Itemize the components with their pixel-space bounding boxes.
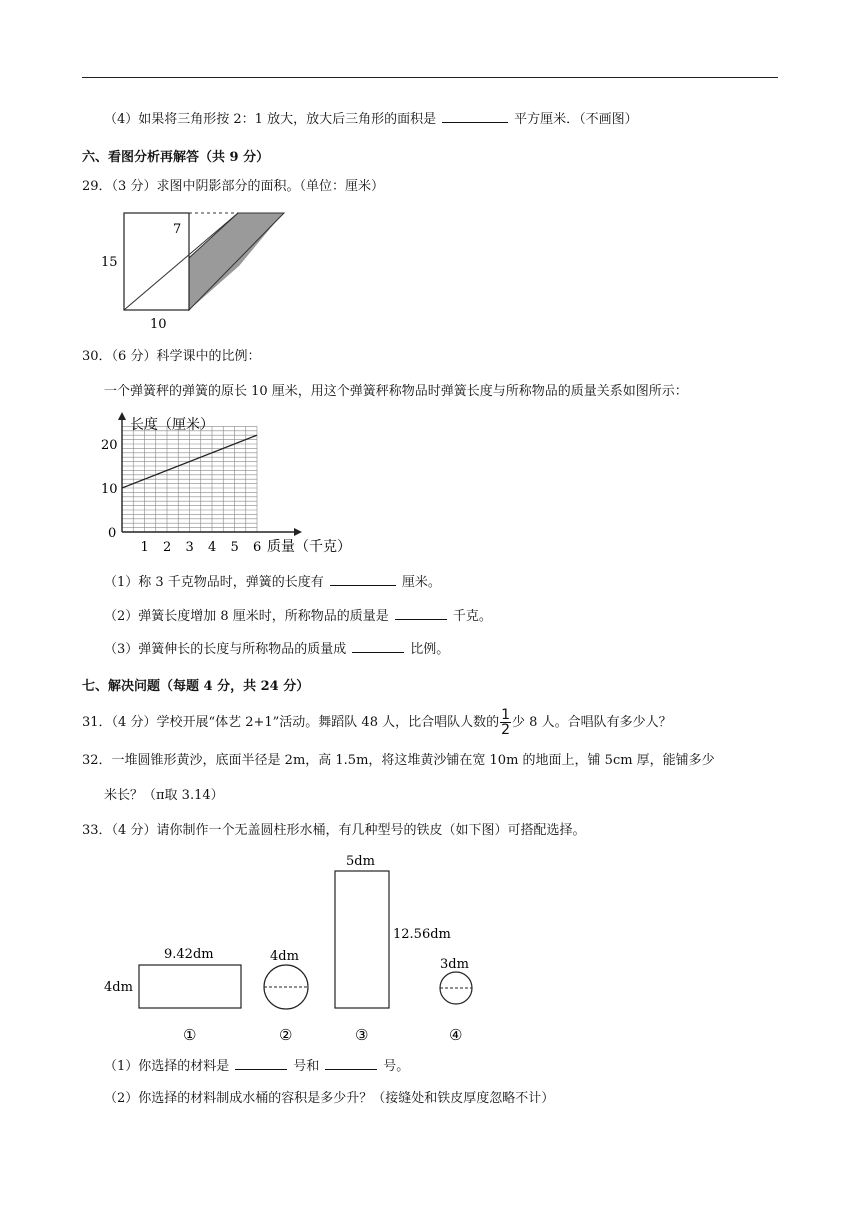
spring-length-chart xyxy=(96,408,376,558)
section-6-heading: 六、看图分析再解答（共 9 分） xyxy=(82,150,270,165)
question-30-sub3: （3）弹簧伸长的长度与所称物品的质量成 比例。 xyxy=(104,642,450,657)
material-2-diameter-label: 4dm xyxy=(270,949,299,964)
fraction-one-half: $\frac{1}{2}$ xyxy=(501,707,511,738)
question-29: 29．（3 分）求图中阴影部分的面积。（单位：厘米） xyxy=(82,179,384,194)
question-30-title: 30．（6 分）科学课中的比例： xyxy=(82,349,261,364)
q29-label-15: 15 xyxy=(101,255,118,270)
x-tick-label: 1 xyxy=(140,540,149,555)
material-3-number: ③ xyxy=(355,1026,369,1044)
y-axis-label: 长度（厘米） xyxy=(130,417,214,433)
y-tick-label: 20 xyxy=(101,438,118,453)
question-30-sub1: （1）称 3 千克物品时，弹簧的长度有 厘米。 xyxy=(104,575,441,590)
x-axis-label: 质量（千克） xyxy=(267,539,351,555)
material-2-number: ② xyxy=(279,1026,293,1044)
x-axis-arrow xyxy=(294,528,302,536)
material-4-number: ④ xyxy=(449,1026,463,1044)
answer-blank[interactable] xyxy=(330,573,396,586)
answer-blank[interactable] xyxy=(442,110,508,123)
material-1-rectangle xyxy=(139,965,241,1008)
question-28-4: （4）如果将三角形按 2：1 放大，放大后三角形的面积是 平方厘米．（不画图） xyxy=(104,112,638,127)
question-31: 31．（4 分）学校开展“体艺 2+1”活动。舞蹈队 48 人，比合唱队人数的 $\frac{1}{2}$ 少 8 人。合唱队有多少人？ xyxy=(82,707,672,738)
x-tick-label: 3 xyxy=(185,540,194,555)
x-tick-label: 5 xyxy=(230,540,239,555)
material-3-width-label: 5dm xyxy=(346,854,375,869)
material-3-height-label: 12.56dm xyxy=(393,927,451,942)
material-4-diameter-label: 3dm xyxy=(440,957,469,972)
y-tick-label: 10 xyxy=(101,482,118,497)
question-30-sub2: （2）弹簧长度增加 8 厘米时，所称物品的质量是 千克。 xyxy=(104,609,492,624)
material-1-height-label: 4dm xyxy=(104,980,133,995)
section-7-heading: 七、解决问题（每题 4 分，共 24 分） xyxy=(82,679,310,694)
answer-blank[interactable] xyxy=(235,1057,287,1070)
y-axis-arrow xyxy=(118,412,126,420)
question-32-line1: 32．一堆圆锥形黄沙，底面半径是 2m，高 1.5m，将这堆黄沙铺在宽 10m 的地面上，铺 5cm 厚，能铺多少 xyxy=(82,753,715,768)
q29-label-10: 10 xyxy=(150,317,167,332)
q33-materials-figure xyxy=(100,850,480,1050)
x-tick-label: 6 xyxy=(253,540,262,555)
question-33: 33．（4 分）请你制作一个无盖圆柱形水桶，有几种型号的铁皮（如下图）可搭配选择。 xyxy=(82,823,586,838)
header-rule xyxy=(82,77,778,78)
answer-blank[interactable] xyxy=(325,1057,377,1070)
x-tick-label: 4 xyxy=(208,540,217,555)
question-33-sub1: （1）你选择的材料是 号和 号。 xyxy=(104,1059,410,1074)
x-tick-label: 2 xyxy=(163,540,172,555)
answer-blank[interactable] xyxy=(352,640,404,653)
y-tick-label: 0 xyxy=(108,526,117,541)
question-30-desc: 一个弹簧秤的弹簧的原长 10 厘米，用这个弹簧秤称物品时弹簧长度与所称物品的质量关系如图所示： xyxy=(104,384,688,399)
q29-label-7: 7 xyxy=(173,222,182,237)
q29-figure xyxy=(100,204,290,334)
material-1-width-label: 9.42dm xyxy=(164,947,214,962)
question-33-sub2: （2）你选择的材料制成水桶的容积是多少升？（接缝处和铁皮厚度忽略不计） xyxy=(104,1091,555,1106)
answer-blank[interactable] xyxy=(395,607,447,620)
material-3-rectangle xyxy=(335,871,389,1008)
question-32-line2: 米长？（π取 3.14） xyxy=(104,788,224,803)
chart-grid xyxy=(122,426,257,532)
material-1-number: ① xyxy=(183,1026,197,1044)
